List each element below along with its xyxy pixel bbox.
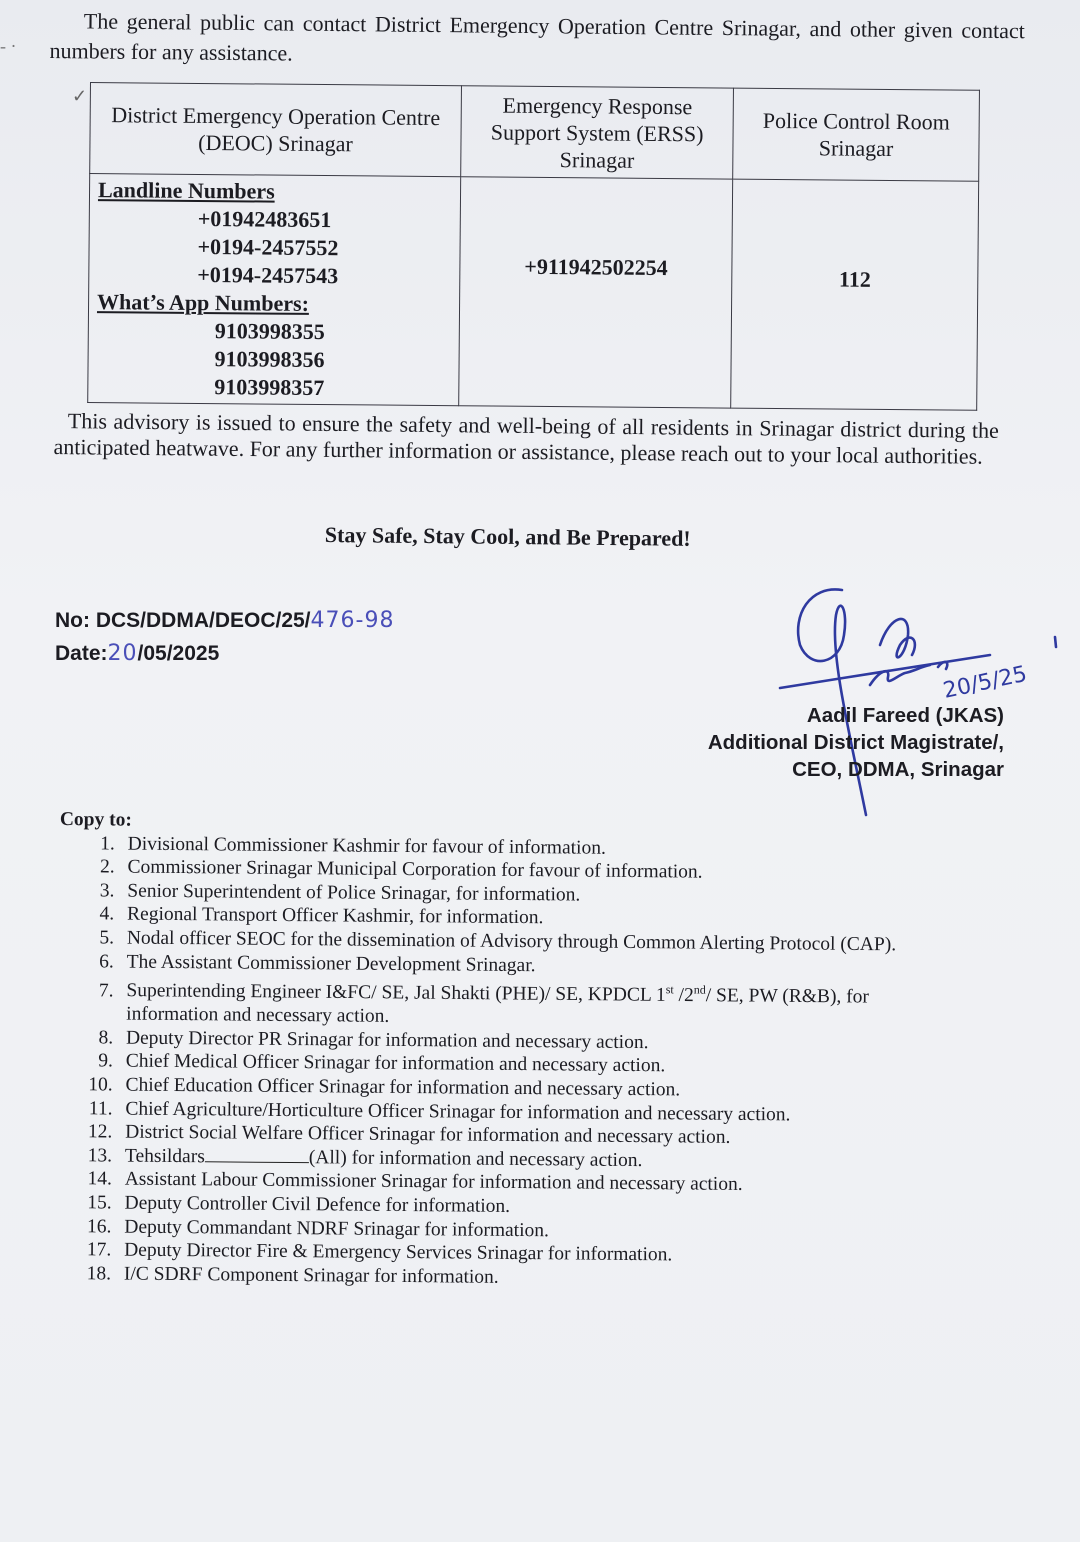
intro-paragraph — [49, 6, 1025, 76]
whatsapp-number: 9103998355 — [214, 318, 325, 345]
signature — [770, 575, 1070, 825]
signatory-designation: Additional District Magistrate/, — [707, 731, 1004, 754]
copy-to-list — [56, 832, 960, 1294]
landline-number: +0194-2457552 — [197, 233, 339, 261]
advisory-paragraph — [53, 408, 998, 470]
header-police: Police Control Room Srinagar — [733, 88, 980, 181]
reference-block — [55, 604, 394, 670]
advisory-text: This advisory is issued to ensure the safety and well-being of all residents in Srinagar district during the anticipated heatwave. For any further information or assistance, please reach out to your local authorities. — [53, 408, 999, 469]
whatsapp-label: What’s App Numbers: — [96, 289, 310, 316]
item13-rest: (All) for information and necessary action. — [308, 1146, 643, 1171]
slogan: Stay Safe, Stay Cool, and Be Prepared! — [324, 522, 691, 551]
list-item: 6. The Assistant Commissioner Development Srinagar. — [119, 950, 959, 981]
item7-sup-st: st — [665, 982, 674, 997]
list-item — [118, 974, 958, 1034]
signature-date: 20/5/25 — [941, 661, 1030, 704]
reference-date — [55, 637, 394, 670]
corner-tick-icon: ✓ — [72, 86, 88, 106]
list-item: 18. I/C SDRF Component Srinagar for information. — [116, 1262, 956, 1293]
whatsapp-number: 9103998356 — [214, 346, 325, 373]
table-row — [88, 174, 979, 411]
list-item: 11. Chief Agriculture/Horticulture Officer Srinagar for information and necessary action. — [117, 1097, 957, 1128]
reference-number — [55, 604, 394, 637]
item13-start: Tehsildars — [124, 1145, 205, 1168]
whatsapp-number: 9103998357 — [214, 374, 325, 401]
date-label: Date: — [55, 642, 108, 665]
landline-label: Landline Numbers — [97, 177, 275, 204]
list-item: 12. District Social Welfare Officer Srinagar for information and necessary action. — [117, 1121, 957, 1152]
item7-start: Superintending Engineer I&FC/ SE, Jal Shakti (PHE)/ SE, KPDCL — [126, 980, 652, 1006]
header-erss: Emergency Response Support System (ERSS) Srinagar — [461, 86, 734, 179]
item7-one: 1 — [650, 984, 666, 1006]
date-handwritten-day: 20 — [107, 641, 138, 666]
list-item: 10. Chief Education Officer Srinagar for information and necessary action. — [117, 1074, 957, 1105]
item7-rest: / SE, PW (R&B), for information and necessary action. — [126, 985, 870, 1028]
list-item: 8. Deputy Director PR Srinagar for information and necessary action. — [118, 1026, 958, 1057]
copy-to-section — [56, 808, 960, 1293]
list-item: 14. Assistant Labour Commissioner Srinagar for information and necessary action. — [117, 1168, 957, 1199]
erss-number: +911942502254 — [459, 177, 733, 408]
signatory-block — [708, 702, 1004, 783]
item7-mid: /2 — [673, 985, 694, 1007]
table-header-row — [90, 83, 980, 182]
signatory-office: CEO, DDMA, Srinagar — [792, 758, 1004, 781]
police-number: 112 — [731, 179, 979, 410]
list-item: 17. Deputy Director Fire & Emergency Services Srinagar for information. — [116, 1239, 956, 1270]
list-item: 16. Deputy Commandant NDRF Srinagar for information. — [116, 1215, 956, 1246]
landline-number: +01942483651 — [197, 205, 332, 233]
list-item: 2. Commissioner Srinagar Municipal Corporation for favour of information. — [119, 856, 959, 887]
fill-in-blank — [205, 1147, 309, 1163]
contact-table — [87, 82, 980, 411]
date-rest: /05/2025 — [137, 642, 220, 665]
copy-to-title: Copy to: — [59, 808, 133, 831]
margin-mark-icon: - · — [0, 36, 17, 56]
list-item: 1. Divisional Commissioner Kashmir for favour of information. — [120, 832, 960, 863]
deoc-numbers-cell — [88, 174, 461, 406]
list-item: 9. Chief Medical Officer Srinagar for information and necessary action. — [118, 1050, 958, 1081]
reference-handwritten: 476-98 — [310, 608, 395, 633]
header-deoc: District Emergency Operation Centre (DEOC) Srinagar — [90, 83, 462, 177]
list-item: 5. Nodal officer SEOC for the dissemination of Advisory through Common Alerting Protocol (CAP). — [119, 926, 959, 957]
reference-label: No: DCS/DDMA/DEOC/25/ — [55, 609, 311, 632]
signatory-name: Aadil Fareed (JKAS) — [806, 704, 1004, 727]
list-item: 3. Senior Superintendent of Police Srinagar, for information. — [119, 879, 959, 910]
list-item: 15. Deputy Controller Civil Defence for information. — [116, 1192, 956, 1223]
intro-text: The general public can contact District Emergency Operation Centre Srinagar, and other given contact numbers for any assistance. — [49, 8, 1025, 66]
landline-number: +0194-2457543 — [197, 261, 339, 289]
item7-sup-nd: nd — [693, 982, 706, 997]
list-item: 4. Regional Transport Officer Kashmir, for information. — [119, 903, 959, 934]
